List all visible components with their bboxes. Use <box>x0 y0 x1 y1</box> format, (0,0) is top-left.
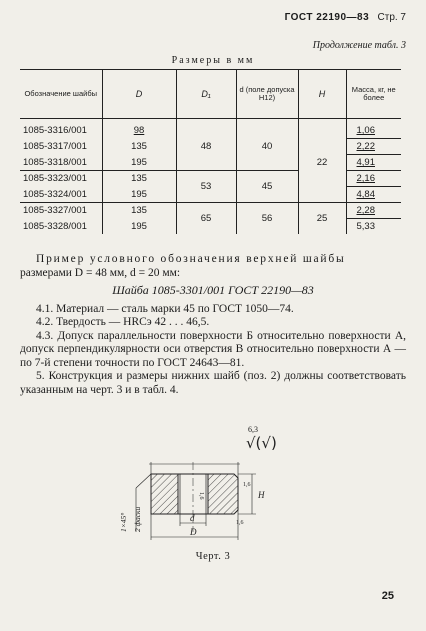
chamfer-leader <box>136 474 151 488</box>
mass-cell: 2,16 <box>346 171 401 187</box>
H-cell: 25 <box>298 203 346 235</box>
D-cell: 195 <box>102 187 176 203</box>
D1-cell: 48 <box>176 119 236 171</box>
col-D1: D₁ <box>176 70 236 119</box>
designation-cell: 1085-3328/001 <box>23 220 87 232</box>
mass-cell: 2,28 <box>346 203 401 219</box>
page-header <box>285 12 406 23</box>
table-row <box>20 203 401 219</box>
col-d: d (поле допуска H12) <box>236 70 298 119</box>
H-cell: 22 <box>298 119 346 203</box>
item-4-2: 4.2. Твердость — HRCэ 42 . . . 46,5. <box>36 316 210 328</box>
chamfer-label: 1×45° <box>119 512 128 532</box>
left-section <box>151 474 178 514</box>
mass-cell: 1,06 <box>346 119 401 139</box>
mass-cell: 4,84 <box>346 187 401 203</box>
D1-cell: 65 <box>176 203 236 235</box>
D-cell: 135 <box>102 171 176 187</box>
col-D: D <box>102 70 176 119</box>
item-4-3: 4.3. Допуск параллельности поверхности Б относительно поверхности А, допуск перпендикулярности оси отверстия В относительно поверхности А — по 7-й степени точности по ГОСТ 24643—81. <box>20 329 406 369</box>
designation-example: Шайба 1085-3301/001 ГОСТ 22190—83 <box>112 283 314 297</box>
d-cell: 40 <box>236 119 298 171</box>
col-H: H <box>298 70 346 119</box>
table-row <box>20 119 401 139</box>
table-header <box>20 70 401 119</box>
page-label: Стр. 7 <box>377 12 406 23</box>
D-cell: 98 <box>102 119 176 139</box>
label-D: D <box>190 527 197 537</box>
label-H: H <box>258 490 265 500</box>
label-roughness-bore: 1,6 <box>198 492 204 500</box>
mass-cell: 4,91 <box>346 155 401 171</box>
label-roughness-bottom: 1,6 <box>236 520 244 526</box>
roughness-value: 6,3 <box>248 425 258 434</box>
d-cell: 56 <box>236 203 298 235</box>
example-line-2: размерами D = 48 мм, d = 20 мм: <box>20 266 181 279</box>
roughness-symbol: √(√) <box>246 434 277 452</box>
body-text <box>20 253 406 397</box>
designation-cell: 1085-3327/001 <box>20 203 102 219</box>
item-4-1: 4.1. Материал — сталь марки 45 по ГОСТ 1050—74. <box>36 302 294 315</box>
designation-cell: 1085-3323/001 <box>20 171 102 187</box>
mass-cell: 2,22 <box>346 139 401 155</box>
dimensions-table <box>20 69 401 234</box>
standard-number: ГОСТ 22190—83 <box>284 12 370 23</box>
designation-cell: 1085-3318/001 <box>23 156 87 168</box>
figure-caption: Черт. 3 <box>195 551 231 562</box>
right-section <box>208 474 238 514</box>
designation-cell: 1085-3317/001 <box>23 141 87 152</box>
label-d: d <box>190 513 195 523</box>
chamfer-note: 2 фаски <box>133 506 142 532</box>
mass-cell: 5,33 <box>346 219 401 235</box>
example-line-1: Пример условного обозначения верхней шайбы <box>36 253 346 265</box>
designation-cell: 1085-3324/001 <box>23 188 87 200</box>
item-5: 5. Конструкция и размеры нижних шайб (поз. 2) должны соответствовать указанным на черт. 3 и в табл. 4. <box>20 370 406 396</box>
dimensions-caption: Размеры в мм <box>171 55 255 66</box>
table-continuation: Продолжение табл. 3 <box>312 40 406 51</box>
D1-cell: 53 <box>176 171 236 203</box>
D-cell: 195 <box>102 219 176 235</box>
D-cell: 135 <box>102 203 176 219</box>
designation-cell: 1085-3316/001 <box>23 125 87 137</box>
D-cell: 195 <box>102 155 176 171</box>
page-number: 25 <box>381 590 394 602</box>
roughness-mark <box>246 425 277 452</box>
D-cell: 135 <box>102 139 176 155</box>
label-roughness-right: 1,6 <box>243 482 251 488</box>
col-mass: Масса, кг, не более <box>346 70 401 119</box>
col-designation: Обозначение шайбы <box>20 70 102 119</box>
d-cell: 45 <box>236 171 298 203</box>
